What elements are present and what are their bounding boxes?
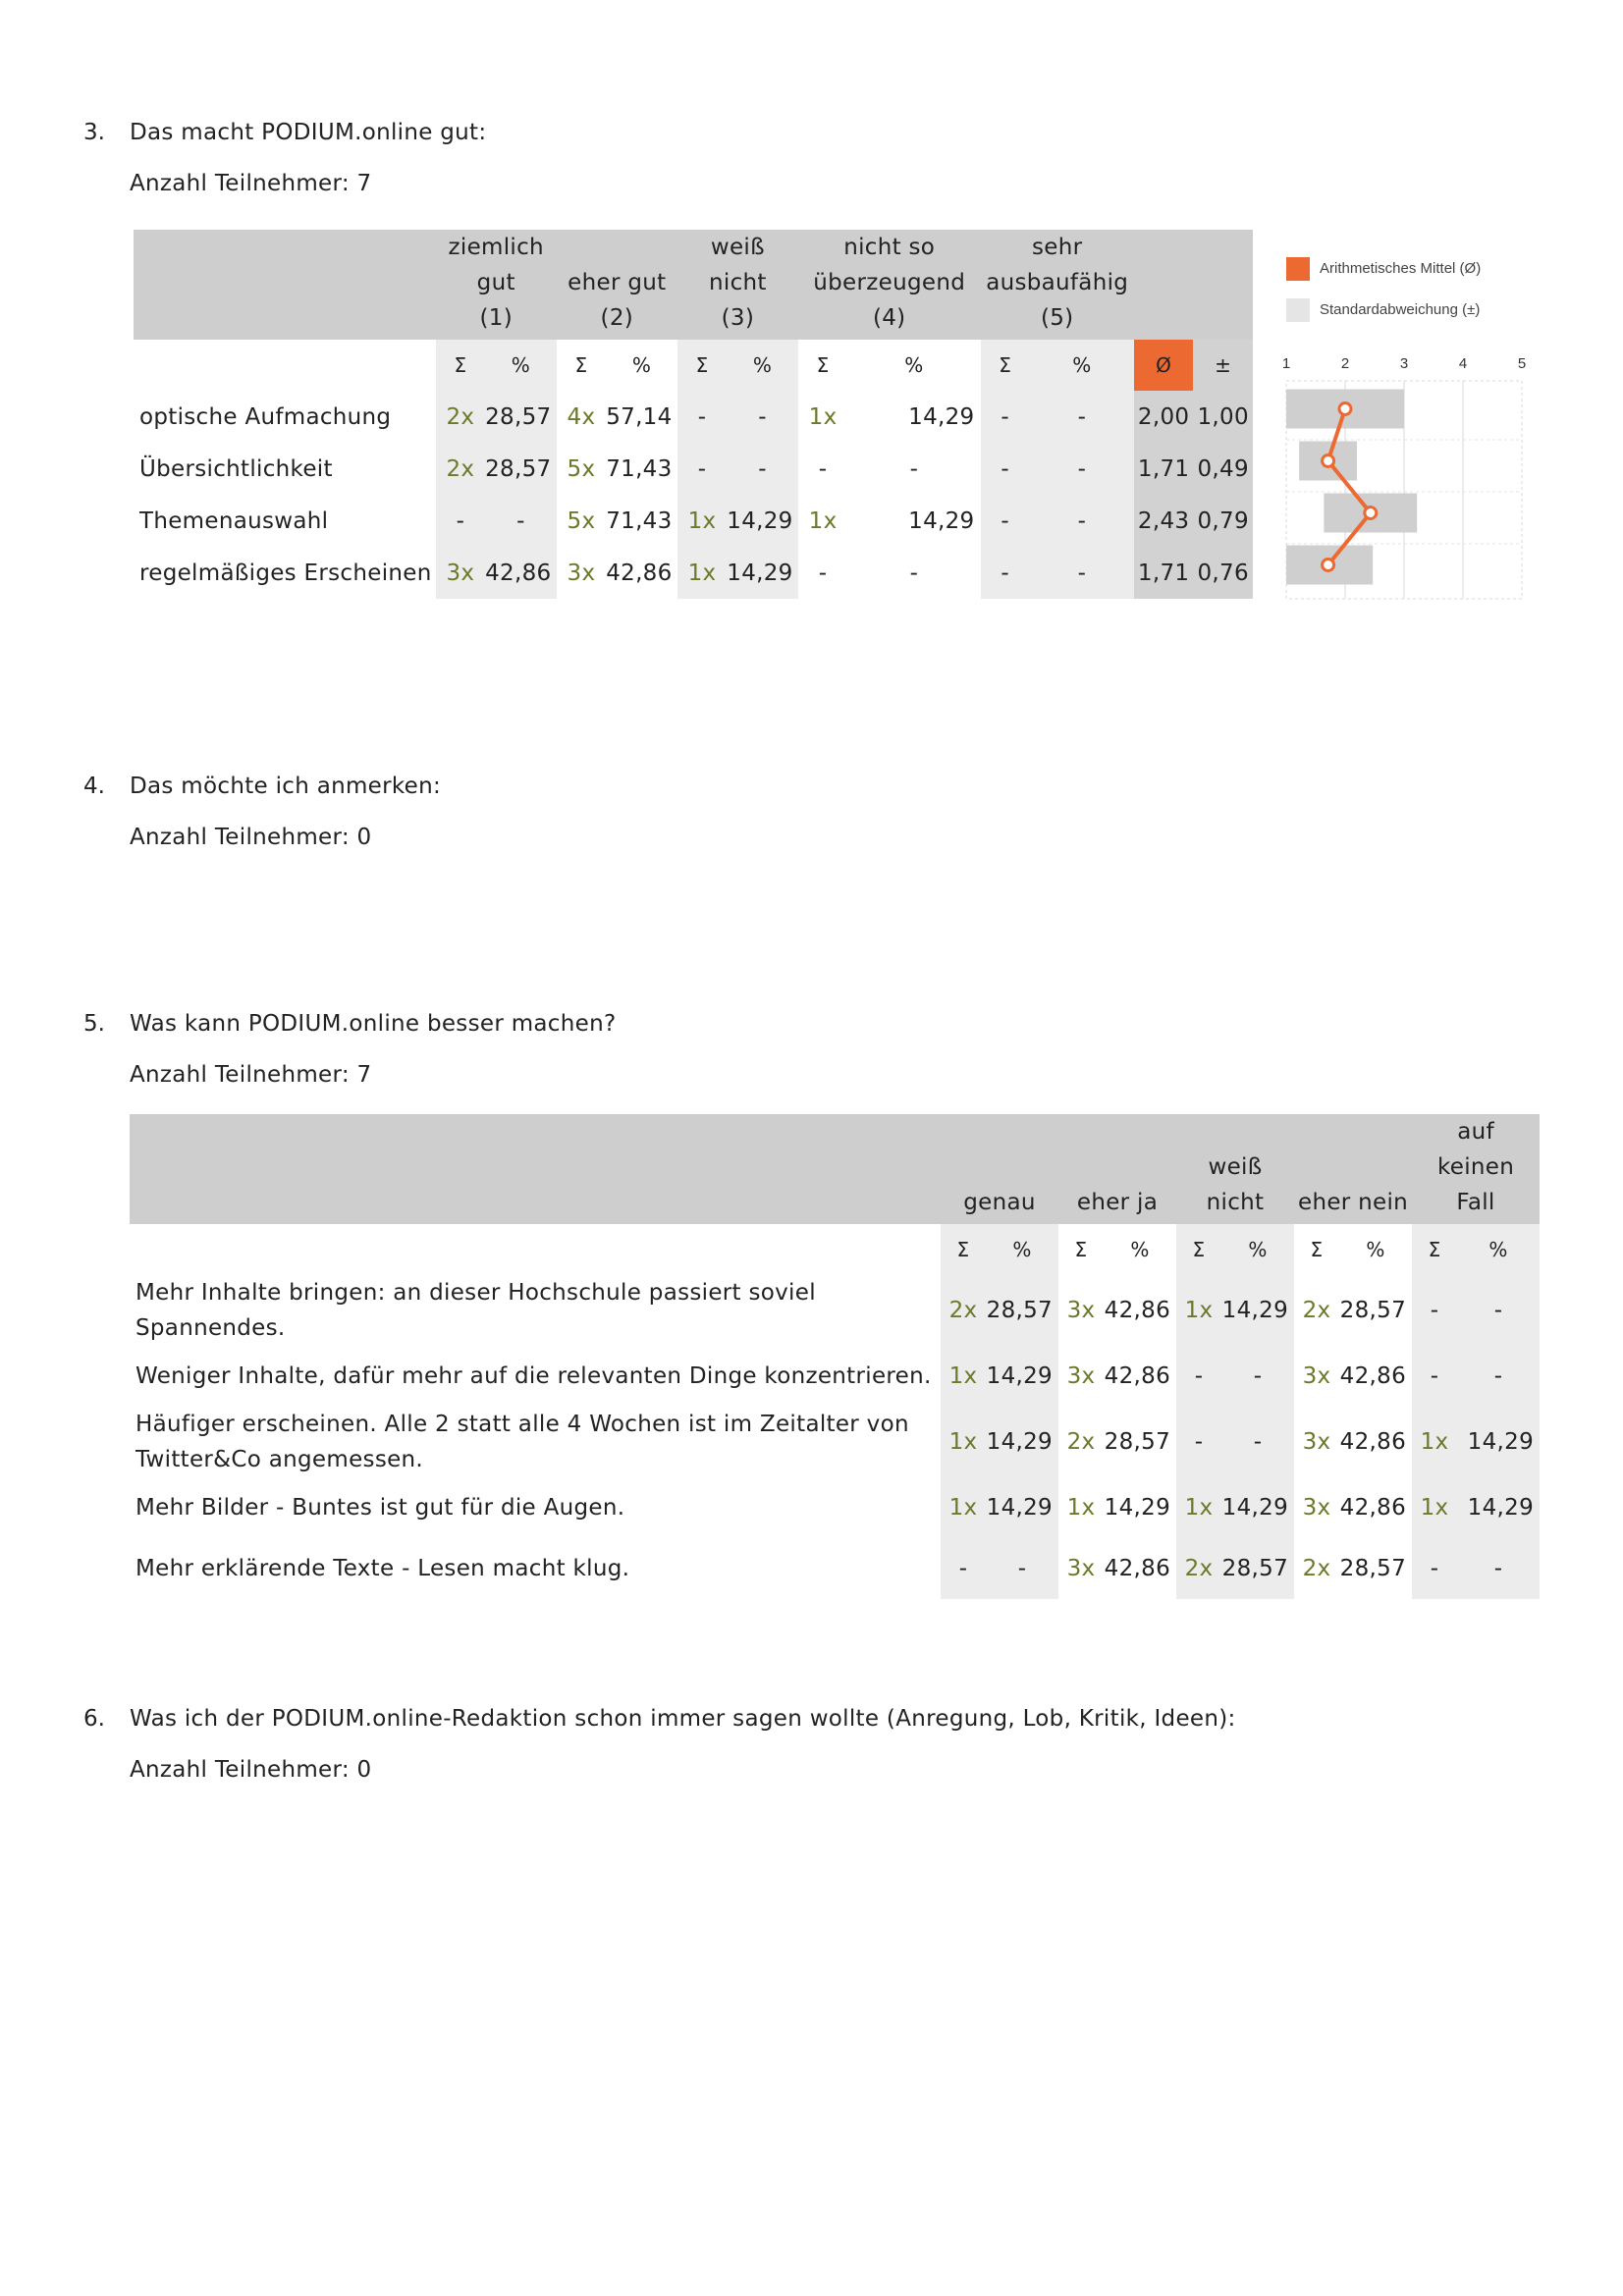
sd-cell: 0,79 [1193, 495, 1253, 547]
count-cell: 2x [941, 1275, 986, 1346]
count-cell: 3x [1066, 1556, 1096, 1581]
table-row [130, 1538, 1540, 1599]
count-cell: 3x [1302, 1363, 1331, 1389]
count-cell: 1x [808, 403, 838, 430]
suggestion-table [130, 1114, 1540, 1599]
count-cell: 3x [1302, 1429, 1331, 1455]
header-col-1: genau [941, 1114, 1058, 1224]
pct-header: % [1457, 1224, 1540, 1275]
percent-cell: 14,29 [1457, 1477, 1540, 1538]
percent-cell: 42,86 [1104, 1363, 1171, 1389]
table-header-row [130, 1114, 1540, 1224]
header-col-2: eher gut (2) [557, 230, 677, 340]
count-cell: - [677, 443, 727, 495]
count-cell: 2x [1302, 1298, 1331, 1323]
row-label: Übersichtlichkeit [139, 455, 333, 482]
percent-cell: - [485, 495, 557, 547]
row-label-line: Weniger Inhalte, dafür mehr auf die relevanten Dinge konzentrieren. [135, 1363, 932, 1389]
count-cell: 1x [1066, 1495, 1096, 1521]
row-label [130, 1538, 941, 1599]
row-label [130, 1275, 941, 1346]
count-cell: 1x [941, 1346, 986, 1407]
header-col-5: sehr ausbaufähig (5) [981, 230, 1134, 340]
percent-cell: 14,29 [1221, 1477, 1294, 1538]
count-cell: - [818, 455, 828, 482]
header-empty [130, 1114, 941, 1224]
question-number: 4. [83, 774, 105, 799]
row-label-line: Mehr erklärende Texte - Lesen macht klug. [135, 1556, 630, 1581]
legend-swatch-mean [1286, 257, 1310, 281]
pct-header: % [986, 1224, 1058, 1275]
count-cell: 1x [1412, 1407, 1457, 1477]
percent-cell: 14,29 [727, 547, 798, 599]
legend-label-mean: Arithmetisches Mittel (Ø) [1320, 260, 1482, 277]
count-cell: 1x [677, 495, 727, 547]
pct-header: % [1221, 1224, 1294, 1275]
count-cell: 1x [941, 1407, 986, 1477]
count-cell: 2x [1066, 1429, 1096, 1455]
percent-cell: - [1457, 1346, 1540, 1407]
percent-cell: - [986, 1538, 1058, 1599]
count-cell: - [1176, 1346, 1221, 1407]
count-cell: - [818, 560, 828, 586]
percent-cell: 42,86 [1104, 1556, 1171, 1581]
header-stats [1134, 230, 1253, 340]
count-cell: - [981, 391, 1030, 443]
percent-cell: 57,14 [606, 403, 673, 430]
row-label: optische Aufmachung [139, 403, 392, 430]
mean-point [1339, 403, 1351, 415]
participant-count: Anzahl Teilnehmer: 0 [130, 1757, 372, 1783]
x-tick-label: 2 [1340, 355, 1350, 372]
mean-cell: 1,71 [1134, 443, 1194, 495]
sum-header: Σ [436, 340, 485, 391]
percent-cell: 42,86 [1339, 1363, 1407, 1389]
row-label-line: Mehr Inhalte bringen: an dieser Hochschule passiert soviel [135, 1280, 816, 1306]
percent-cell: 28,57 [1339, 1298, 1407, 1323]
percent-cell: 42,86 [1339, 1429, 1407, 1455]
percent-cell: 14,29 [908, 403, 975, 430]
table-row [134, 495, 1253, 547]
percent-cell: 71,43 [606, 455, 673, 482]
row-label [130, 1407, 941, 1477]
percent-cell: - [1457, 1538, 1540, 1599]
count-cell: 2x [436, 391, 485, 443]
rating-table [134, 230, 1253, 599]
header-col-1: ziemlich gut (1) [436, 230, 557, 340]
x-tick-label: 3 [1399, 355, 1409, 372]
count-cell: 5x [567, 507, 596, 534]
mean-sd-chart [1267, 348, 1542, 614]
count-cell: 1x [941, 1477, 986, 1538]
mean-point [1323, 455, 1334, 467]
question-text: Das möchte ich anmerken: [130, 774, 442, 799]
header-col-2: eher ja [1058, 1114, 1176, 1224]
percent-cell: - [909, 455, 919, 482]
sum-header: Σ [981, 340, 1030, 391]
mean-cell: 2,00 [1134, 391, 1194, 443]
question-text: Was ich der PODIUM.online-Redaktion schon immer sagen wollte (Anregung, Lob, Kritik, Ideen): [130, 1706, 1236, 1732]
sum-header: Σ [574, 353, 588, 377]
count-cell: 3x [1066, 1298, 1096, 1323]
percent-cell: - [1030, 495, 1134, 547]
mean-point [1323, 560, 1334, 571]
x-tick-label: 4 [1458, 355, 1468, 372]
percent-cell: 28,57 [1104, 1429, 1171, 1455]
legend-swatch-sd [1286, 298, 1310, 322]
participant-count: Anzahl Teilnehmer: 7 [130, 1062, 372, 1088]
table-subheader-row [134, 340, 1253, 391]
percent-cell: 14,29 [1457, 1407, 1540, 1477]
participant-count: Anzahl Teilnehmer: 7 [130, 171, 372, 196]
row-label-line: Mehr Bilder - Buntes ist gut für die Augen. [135, 1495, 625, 1521]
percent-cell: 14,29 [1221, 1275, 1294, 1346]
percent-cell: - [909, 560, 919, 586]
table-subheader-row [130, 1224, 1540, 1275]
question-number: 6. [83, 1706, 105, 1732]
count-cell: - [677, 391, 727, 443]
sum-header: Σ [1074, 1238, 1088, 1261]
count-cell: 3x [1302, 1495, 1331, 1521]
percent-cell: 28,57 [485, 443, 557, 495]
sum-header: Σ [1176, 1224, 1221, 1275]
pct-header: % [1130, 1238, 1150, 1261]
row-label [130, 1346, 941, 1407]
pct-header: % [727, 340, 798, 391]
legend-label-sd: Standardabweichung (±) [1320, 301, 1481, 318]
percent-cell: 42,86 [1339, 1495, 1407, 1521]
participant-count: Anzahl Teilnehmer: 0 [130, 825, 372, 850]
count-cell: 2x [1176, 1538, 1221, 1599]
row-label-line: Twitter&Co angemessen. [135, 1447, 424, 1472]
table-row [134, 547, 1253, 599]
header-col-4: eher nein [1294, 1114, 1412, 1224]
percent-cell: 28,57 [485, 391, 557, 443]
table-row [134, 391, 1253, 443]
percent-cell: 71,43 [606, 507, 673, 534]
count-cell: 5x [567, 455, 596, 482]
pct-header: % [904, 353, 924, 377]
percent-cell: - [727, 391, 798, 443]
percent-cell: 14,29 [986, 1346, 1058, 1407]
percent-cell: - [1030, 547, 1134, 599]
count-cell: - [1176, 1407, 1221, 1477]
pct-header: % [631, 353, 652, 377]
sd-cell: 0,49 [1193, 443, 1253, 495]
mean-line [1328, 409, 1371, 565]
question-number: 3. [83, 120, 105, 145]
percent-cell: 28,57 [1339, 1556, 1407, 1581]
row-label [130, 1477, 941, 1538]
header-col-5: auf keinen Fall [1412, 1114, 1540, 1224]
count-cell: 1x [1412, 1477, 1457, 1538]
pct-header: % [485, 340, 557, 391]
table-row [130, 1346, 1540, 1407]
header-col-4: nicht so überzeugend (4) [798, 230, 981, 340]
mean-cell: 1,71 [1134, 547, 1194, 599]
count-cell: - [436, 495, 485, 547]
pct-header: % [1366, 1238, 1385, 1261]
count-cell: 1x [1176, 1477, 1221, 1538]
question-text: Was kann PODIUM.online besser machen? [130, 1011, 617, 1037]
percent-cell: - [1457, 1275, 1540, 1346]
percent-cell: 14,29 [1104, 1495, 1171, 1521]
percent-cell: - [1030, 443, 1134, 495]
count-cell: - [941, 1538, 986, 1599]
sd-header: ± [1193, 340, 1253, 391]
count-cell: 4x [567, 403, 596, 430]
percent-cell: 42,86 [485, 547, 557, 599]
table-header-row [134, 230, 1253, 340]
count-cell: - [981, 495, 1030, 547]
sum-header: Σ [1310, 1238, 1324, 1261]
count-cell: - [1412, 1275, 1457, 1346]
sum-header: Σ [941, 1224, 986, 1275]
sum-header: Σ [677, 340, 727, 391]
x-tick-label: 5 [1517, 355, 1527, 372]
mean-point [1365, 507, 1377, 519]
count-cell: 1x [1176, 1275, 1221, 1346]
percent-cell: 28,57 [1221, 1538, 1294, 1599]
x-tick-label: 1 [1281, 355, 1291, 372]
count-cell: 1x [677, 547, 727, 599]
percent-cell: 14,29 [908, 507, 975, 534]
mean-header: Ø [1134, 340, 1194, 391]
table-row [130, 1407, 1540, 1477]
pct-header: % [1030, 340, 1134, 391]
count-cell: - [981, 443, 1030, 495]
percent-cell: 14,29 [986, 1407, 1058, 1477]
count-cell: - [981, 547, 1030, 599]
sd-cell: 0,76 [1193, 547, 1253, 599]
count-cell: 2x [1302, 1556, 1331, 1581]
count-cell: 3x [436, 547, 485, 599]
question-text: Das macht PODIUM.online gut: [130, 120, 487, 145]
percent-cell: 42,86 [1104, 1298, 1171, 1323]
percent-cell: - [1030, 391, 1134, 443]
count-cell: - [1412, 1346, 1457, 1407]
table-row [134, 443, 1253, 495]
row-label-line: Spannendes. [135, 1315, 286, 1341]
percent-cell: - [727, 443, 798, 495]
percent-cell: - [1221, 1407, 1294, 1477]
row-label: Themenauswahl [139, 507, 329, 534]
header-col-3: weiß nicht (3) [677, 230, 798, 340]
header-empty [134, 230, 436, 340]
count-cell: 1x [808, 507, 838, 534]
percent-cell: - [1221, 1346, 1294, 1407]
percent-cell: 42,86 [606, 560, 673, 586]
question-number: 5. [83, 1011, 105, 1037]
percent-cell: 14,29 [727, 495, 798, 547]
header-col-3: weiß nicht [1176, 1114, 1294, 1224]
row-label: regelmäßiges Erscheinen [139, 560, 432, 586]
sd-cell: 1,00 [1193, 391, 1253, 443]
count-cell: 3x [1066, 1363, 1096, 1389]
count-cell: 3x [567, 560, 596, 586]
sum-header: Σ [1412, 1224, 1457, 1275]
mean-cell: 2,43 [1134, 495, 1194, 547]
table-row [130, 1275, 1540, 1346]
percent-cell: 28,57 [986, 1275, 1058, 1346]
row-label-line: Häufiger erscheinen. Alle 2 statt alle 4 Wochen ist im Zeitalter von [135, 1412, 909, 1437]
table-row [130, 1477, 1540, 1538]
sum-header: Σ [816, 353, 830, 377]
count-cell: - [1412, 1538, 1457, 1599]
count-cell: 2x [436, 443, 485, 495]
percent-cell: 14,29 [986, 1477, 1058, 1538]
